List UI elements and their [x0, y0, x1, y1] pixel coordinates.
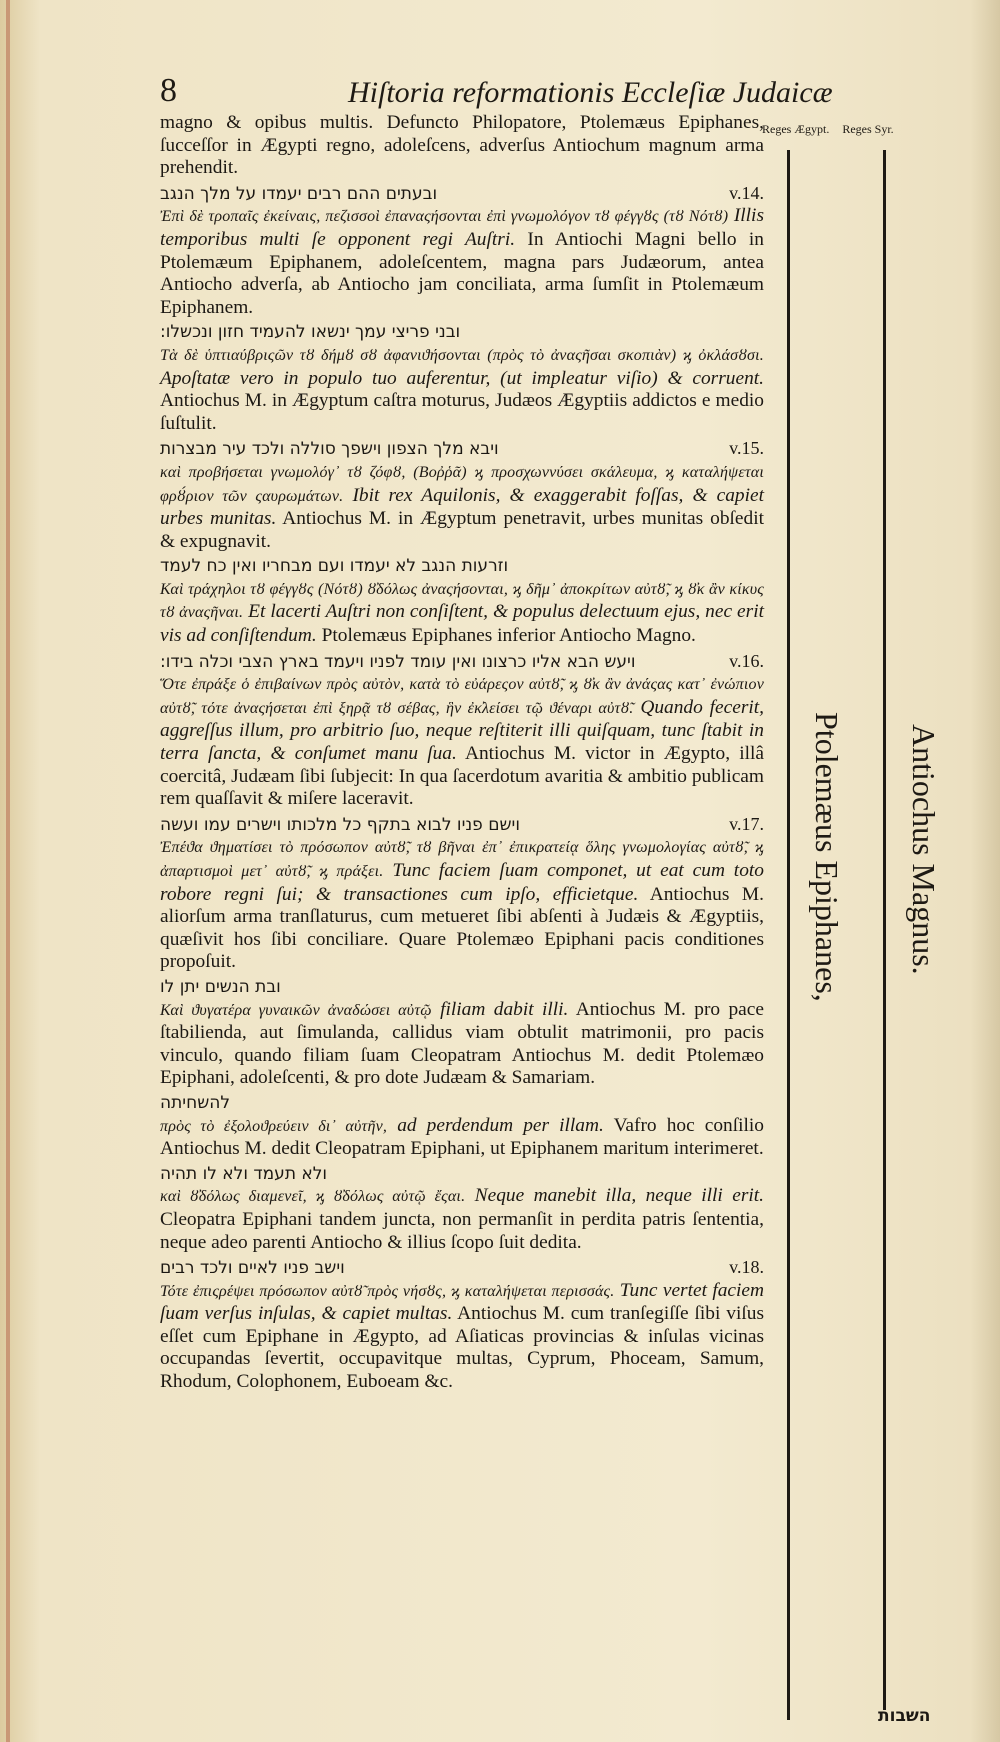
hebrew-verse-line [160, 1163, 764, 1186]
commentary-text: Antiochus M. cum tranſegiſſe ſibi viſus eſſet cum Epiphane in Ægypto, ad Aſiaticas provincias & inſulas vicinas occupandas ſevertit, occupavitque multas, Cyprum, Phoceam, Samum, Rhodum, Colophonem, Euboeam &c. [160, 1303, 764, 1393]
greek-translation: πρὸς τὸ ἐξολοϑρεύειν δι᾽ αὐτῆν, [160, 1117, 388, 1135]
greek-translation: Ὅτε ἐπράξε ὁ ἐπιβαίνων πρὸς αὐτὸν, κατὰ τὸ εὐάρεςον αὐτȣ̃, ϗ ȣ̓κ ἂν ἀνάςας κατ᾽ ἐνώπιον αὐτȣ̃, τότε ἀναςήσεται ἐπὶ ξηρᾷ τȣ σέβας, ἣν ἐκ̓λείσει τῷ ϑέναρι αὐτȣ̃. [160, 676, 764, 717]
hebrew-text: ובני פריצי עמך ינשאו להעמיד חזון ונכשלו: [160, 322, 461, 343]
commentary-paragraph [160, 1115, 764, 1161]
verse-number: v.17. [729, 813, 764, 834]
hebrew-verse-line [160, 321, 764, 344]
hebrew-text: וישב פניו לאיים ולכד רבים [160, 1258, 345, 1279]
commentary-text: Antiochus M. alіorſum arma tranſlaturus, cum metueret ſibi abſenti à Judæis & Ægyptiis, quæſivit hos ſibi conciliare. Quare Ptolemæo Epiphani pacis conditiones propoſuit. [160, 883, 764, 973]
greek-translation: καὶ προβήσεται γνωμολόγ᾽ τȣ ζόφȣ, (Βοῤῥᾶ) ϗ προσχωννύσει σκάλευμα, ϗ καταλήψεται φρȣ́ριον τῶν ςαυρωμάτων. [160, 463, 764, 505]
main-text-column [160, 112, 764, 1692]
margin-rule-egypt [787, 150, 790, 1720]
latin-translation: ad perdendum per illam. [397, 1114, 604, 1136]
commentary-paragraph [160, 205, 764, 319]
commentary-paragraph [160, 578, 764, 648]
running-title: Hiſtoria reformationis Eccleſiæ Judaicæ [348, 76, 833, 109]
hebrew-text: ויעש הבא אליו כרצונו ואין עומד לפניו ויעמד בארץ הצבי וכלה בידו: [160, 651, 636, 672]
commentary-paragraph [160, 344, 764, 435]
hebrew-text: וזרעות הנגב לא יעמדו ועם מבחריו ואין כח לעמד [160, 556, 509, 577]
hebrew-verse-line [160, 1256, 764, 1280]
hebrew-text: להשחיתה [160, 1092, 231, 1113]
commentary-paragraph [160, 461, 764, 553]
commentary-text: Antiochus M. in Ægyptum penetravit, urbes munitas obſedit & expugnavit. [160, 508, 765, 552]
verse-number: v.15. [729, 438, 764, 459]
hebrew-verse-line [160, 555, 764, 578]
latin-translation: Tunc vertet faciem ſuam verſus inſulas, & capiet multas. [160, 1279, 765, 1325]
latin-translation: Quando fecerit, aggreſſus illum, pro arbitrio ſuo, neque reſtiterit illi quiſquam, tunc ſtabit in terra ſancta, & conſumet manu ſua. [160, 696, 764, 765]
commentary-text: Antiochus M. in Ægyptum caſtra moturus, Judæos Ægyptiis addictos e medio ſuſtulit. [160, 390, 764, 434]
commentary-text: Vafro hoc conſilio Antiochus M. dedit Cleopatram Epiphani, ut Epiphanem maritum interimeret. [160, 1114, 764, 1160]
commentary-text: Cleopatra Epiphani tandem juncta, non permanſit in perdita patris ſententia, neque adeo parenti Antiocho & illius ſcopo ſuit dedita. [160, 1208, 764, 1253]
hebrew-text: וישם פניו לבוא בתקף כל מלכותו וישרים עמו ועשה [160, 814, 520, 835]
latin-translation: Et lacerti Auſtri non conſiſtent, & populus delectuum ejus, nec erit vis ad conſiſtendum. [160, 601, 764, 647]
column-headings [762, 122, 904, 137]
latin-translation: Ibit rex Aquilonis, & exaggerabit foſſas, & capiet urbes munitas. [160, 484, 764, 530]
page-header [160, 72, 960, 112]
commentary-text: Antiochus M. victor in Ægypto, illâ coercitâ, Judæam ſibi ſubjecit: In qua ſacerdotum avaritia & ambitio publicam rem quaſſavit & miſere laceravit. [160, 743, 764, 810]
page-shadow [970, 0, 1000, 1742]
greek-translation: Τότε ἐπιςρέψει πρόσωπον αὐτȣ̃ πρὸς νήσȣς, ϗ καταλήψεται περισσάς. [160, 1282, 615, 1300]
page-number: 8 [160, 72, 177, 109]
commentary-paragraph [160, 836, 764, 974]
greek-translation: Ἐπὶ δὲ τροπαῖς ἐκείναις, πεζισσοὶ ἐπαναςήσονται ἐπὶ γνωμολόγον τȣ φέγγȣς (τȣ Νότȣ) [160, 208, 729, 226]
page-edge [6, 0, 10, 1742]
greek-translation: Καὶ ϑυγατέρα γυναικῶν ἀναδώσει αὐτῷ [160, 1001, 432, 1019]
hebrew-verse-line [160, 1092, 764, 1115]
verse-number: v.18. [729, 1257, 764, 1278]
margin-label-egypt: Ptolemæus Epiphanes, [809, 712, 845, 1002]
latin-translation: filiam dabit illi. [440, 998, 569, 1020]
commentary-text: In Antiochi Magni bello in Ptolemæum Epiphanem, adoleſcentem, magna pars Judæorum, antea Antiocho adverſa, ab Antiocho jam conciliata, arma ſumſit in Ptolemæum Epiphanem. [160, 228, 765, 318]
commentary-text: Ptolemæus Epiphanes inferior Antiocho Magno. [321, 625, 696, 647]
commentary-paragraph [160, 112, 764, 180]
hebrew-verse-line [160, 437, 764, 461]
greek-translation: Καὶ τράχηλοι τȣ φέγγȣς (Νότȣ) ȣ̓δόλως ἀναςήσονται, ϗ δῆμ᾽ ἀποκρίτων αὐτȣ̃, ϗ ȣ̓κ ἂν κίκυς τȣ ἀναςῆναι. [160, 580, 764, 622]
greek-translation: Ἐπέϑα ϑηματίσει τὸ πρόσωπον αὐτȣ̃, τȣ βῆναι ἐπ᾽ ἐπικρατείᾳ ὅλης γνωμολογίας αὐτȣ̃, ϗ ἀπαρτισμοὶ μετ᾽ αὐτȣ̃, ϗ πράξει. [160, 839, 764, 880]
commentary-paragraph [160, 1185, 764, 1254]
latin-translation: Apoſtatæ vero in populo tuo auferentur, (ut impleatur viſio) & corruent. [160, 367, 764, 389]
verse-number: v.14. [729, 182, 764, 203]
hebrew-verse-line [160, 650, 764, 674]
hebrew-verse-line [160, 813, 764, 837]
hebrew-verse-line [160, 976, 764, 999]
commentary-paragraph [160, 1280, 764, 1394]
margin-rule-syria [883, 150, 886, 1710]
latin-translation: Tunc faciem ſuam componet, ut eat cum toto robore regni ſui; & transactiones cum ipſo, efficietque. [160, 860, 764, 905]
commentary-paragraph [160, 673, 764, 811]
catchword: השבות [878, 1706, 931, 1726]
commentary-paragraph [160, 999, 764, 1090]
latin-translation: Illis temporibus multi ſe opponent regi Auſtri. [160, 205, 764, 250]
commentary-text: Antiochus M. pro pace ſtabilienda, aut ſimulanda, callidus viam obtulit matrimonii, pro pacis vinculo, quando filiam ſuam Cleopatram Antiochus M. dedit Ptolemæo Epiphani, adoleſcenti, & pro dote Judæam & Samariam. [160, 998, 764, 1089]
hebrew-verse-line [160, 182, 764, 206]
greek-translation: Τὰ δὲ ὑπτιαύβριςῶν τȣ δήμȣ σȣ ἀφανιϑήσονται (πρὸς τὸ ἀναςῆσαι σκοπιὰν) ϗ ὀκλάσȣσι. [160, 346, 764, 364]
latin-translation: Neque manebit illa, neque illi erit. [474, 1185, 764, 1207]
column-head-syria: Reges Syr. [842, 122, 894, 136]
hebrew-text: ולא תעמד ולא לו תהיה [160, 1163, 328, 1184]
hebrew-text: ובת הנשים יתן לו [160, 976, 281, 997]
verse-number: v.16. [729, 650, 764, 671]
margin-label-syria: Antiochus Magnus. [906, 724, 942, 975]
commentary-text: magno & opibus multis. Defuncto Philopatore, Ptolemæus Epiphanes, ſucceſſor in Ægypti regno, adoleſcens, adverſus Antiochum magnum arma prehendit. [160, 112, 764, 179]
greek-translation: καὶ ȣ̓δόλως διαμενεῖ, ϗ ȣ̓δόλως αὐτῷ ἔςαι. [160, 1188, 466, 1206]
hebrew-text: ויבא מלך הצפון וישפך סוללה ולכד עיר מבצרות [160, 439, 499, 460]
column-head-egypt: Reges Ægypt. [762, 122, 830, 136]
hebrew-text: ובעתים ההם רבים יעמדו על מלך הנגב [160, 183, 438, 204]
